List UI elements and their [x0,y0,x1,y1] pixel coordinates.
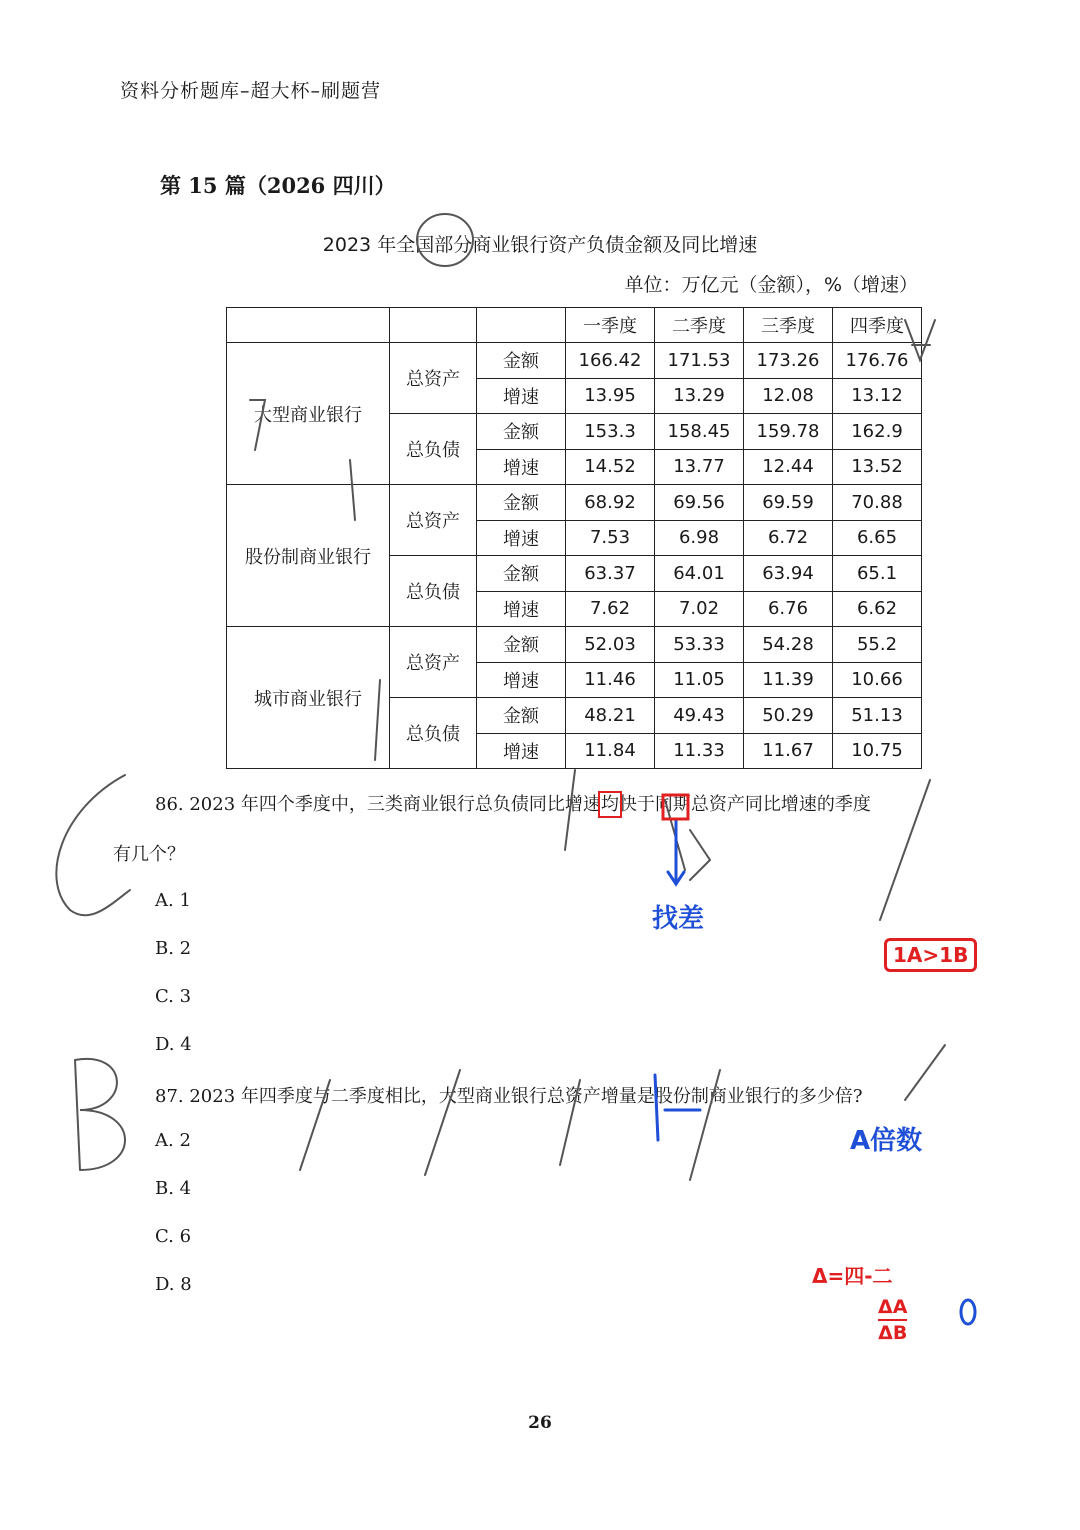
value-cell: 11.33 [655,733,744,769]
value-cell: 14.52 [566,449,655,485]
value-cell: 166.42 [566,343,655,379]
item-cell: 总资产 [390,343,477,414]
bank-type-cell: 城市商业银行 [227,627,390,769]
value-cell: 63.37 [566,556,655,592]
metric-cell: 金额 [477,698,566,734]
value-cell: 13.52 [833,449,922,485]
metric-cell: 金额 [477,485,566,521]
q86-keyword-boxed: 均 [600,794,619,815]
value-cell: 159.78 [744,414,833,450]
q87-option-a: A. 2 [155,1130,191,1151]
blue-arrow [668,820,684,884]
value-cell: 12.44 [744,449,833,485]
value-cell: 48.21 [566,698,655,734]
q87-stem: 87. 2023 年四季度与二季度相比，大型商业银行总资产增量是股份制商业银行的多少倍? [155,1086,863,1107]
annotation-q86-red: 1A>1B [884,938,977,972]
value-cell: 6.76 [744,591,833,627]
value-cell: 63.94 [744,556,833,592]
value-cell: 69.59 [744,485,833,521]
q86-option-d: D. 4 [155,1034,192,1055]
table-row [227,343,922,379]
value-cell: 13.29 [655,378,744,414]
metric-cell: 增速 [477,449,566,485]
value-cell: 6.72 [744,520,833,556]
q87-option-c: C. 6 [155,1226,192,1247]
item-cell: 总负债 [390,414,477,485]
bank-type-cell: 大型商业银行 [227,343,390,485]
value-cell: 10.66 [833,662,922,698]
value-cell: 6.98 [655,520,744,556]
value-cell: 65.1 [833,556,922,592]
value-cell: 64.01 [655,556,744,592]
metric-cell: 金额 [477,343,566,379]
scribble-letter-b [75,1059,125,1170]
value-cell: 162.9 [833,414,922,450]
value-cell: 13.77 [655,449,744,485]
q86-option-a: A. 1 [155,890,191,911]
value-cell: 68.92 [566,485,655,521]
value-cell: 7.53 [566,520,655,556]
value-cell: 173.26 [744,343,833,379]
value-cell: 11.46 [566,662,655,698]
item-cell: 总资产 [390,485,477,556]
annotation-q86-blue: 找差 [652,904,705,934]
item-cell: 总负债 [390,698,477,769]
blue-circle [961,1300,975,1324]
value-cell: 7.02 [655,591,744,627]
col-header: 一季度 [566,308,655,343]
metric-cell: 增速 [477,378,566,414]
value-cell: 55.2 [833,627,922,663]
table-row [227,627,922,663]
metric-cell: 金额 [477,556,566,592]
metric-cell: 增速 [477,662,566,698]
metric-cell: 增速 [477,591,566,627]
page-number: 26 [528,1413,552,1433]
metric-cell: 增速 [477,520,566,556]
annotation-q87-red-delta: Δ=四-二 [812,1264,893,1288]
q86-stem: 86. 2023 年四个季度中，三类商业银行总负债同比增速均快于同期总资产同比增速的季度 [155,794,871,815]
metric-cell: 增速 [477,733,566,769]
table-body [227,343,922,769]
table-title: 2023 年全国部分商业银行资产负债金额及同比增速 [322,234,758,256]
value-cell: 51.13 [833,698,922,734]
value-cell: 11.67 [744,733,833,769]
value-cell: 6.62 [833,591,922,627]
col-header: 三季度 [744,308,833,343]
q86-option-c: C. 3 [155,986,192,1007]
value-cell: 7.62 [566,591,655,627]
q87-option-d: D. 8 [155,1274,192,1295]
value-cell: 6.65 [833,520,922,556]
annotation-q87-red-fraction: ΔA ΔB [878,1296,908,1344]
annotation-q87-blue: A倍数 [850,1126,923,1156]
data-table [226,307,922,769]
value-cell: 13.12 [833,378,922,414]
value-cell: 11.39 [744,662,833,698]
value-cell: 70.88 [833,485,922,521]
metric-cell: 金额 [477,627,566,663]
value-cell: 176.76 [833,343,922,379]
value-cell: 11.05 [655,662,744,698]
value-cell: 10.75 [833,733,922,769]
value-cell: 171.53 [655,343,744,379]
item-cell: 总负债 [390,556,477,627]
col-header: 二季度 [655,308,744,343]
section-title: 第 15 篇（2026 四川） [160,173,396,198]
metric-cell: 金额 [477,414,566,450]
table-header-row [227,308,922,343]
col-header: 四季度 [833,308,922,343]
page-header: 资料分析题库–超大杯–刷题营 [120,80,382,102]
value-cell: 69.56 [655,485,744,521]
q86-option-b: B. 2 [155,938,192,959]
value-cell: 52.03 [566,627,655,663]
value-cell: 158.45 [655,414,744,450]
table-unit: 单位：万亿元（金额），%（增速） [624,274,918,296]
value-cell: 54.28 [744,627,833,663]
scribble-slash [905,1045,945,1100]
q87-option-b: B. 4 [155,1178,192,1199]
item-cell: 总资产 [390,627,477,698]
value-cell: 12.08 [744,378,833,414]
scribble-slash [880,780,930,920]
value-cell: 49.43 [655,698,744,734]
value-cell: 11.84 [566,733,655,769]
value-cell: 53.33 [655,627,744,663]
value-cell: 153.3 [566,414,655,450]
q86-stem-line2: 有几个？ [113,844,185,865]
value-cell: 50.29 [744,698,833,734]
table-row [227,485,922,521]
bank-type-cell: 股份制商业银行 [227,485,390,627]
value-cell: 13.95 [566,378,655,414]
